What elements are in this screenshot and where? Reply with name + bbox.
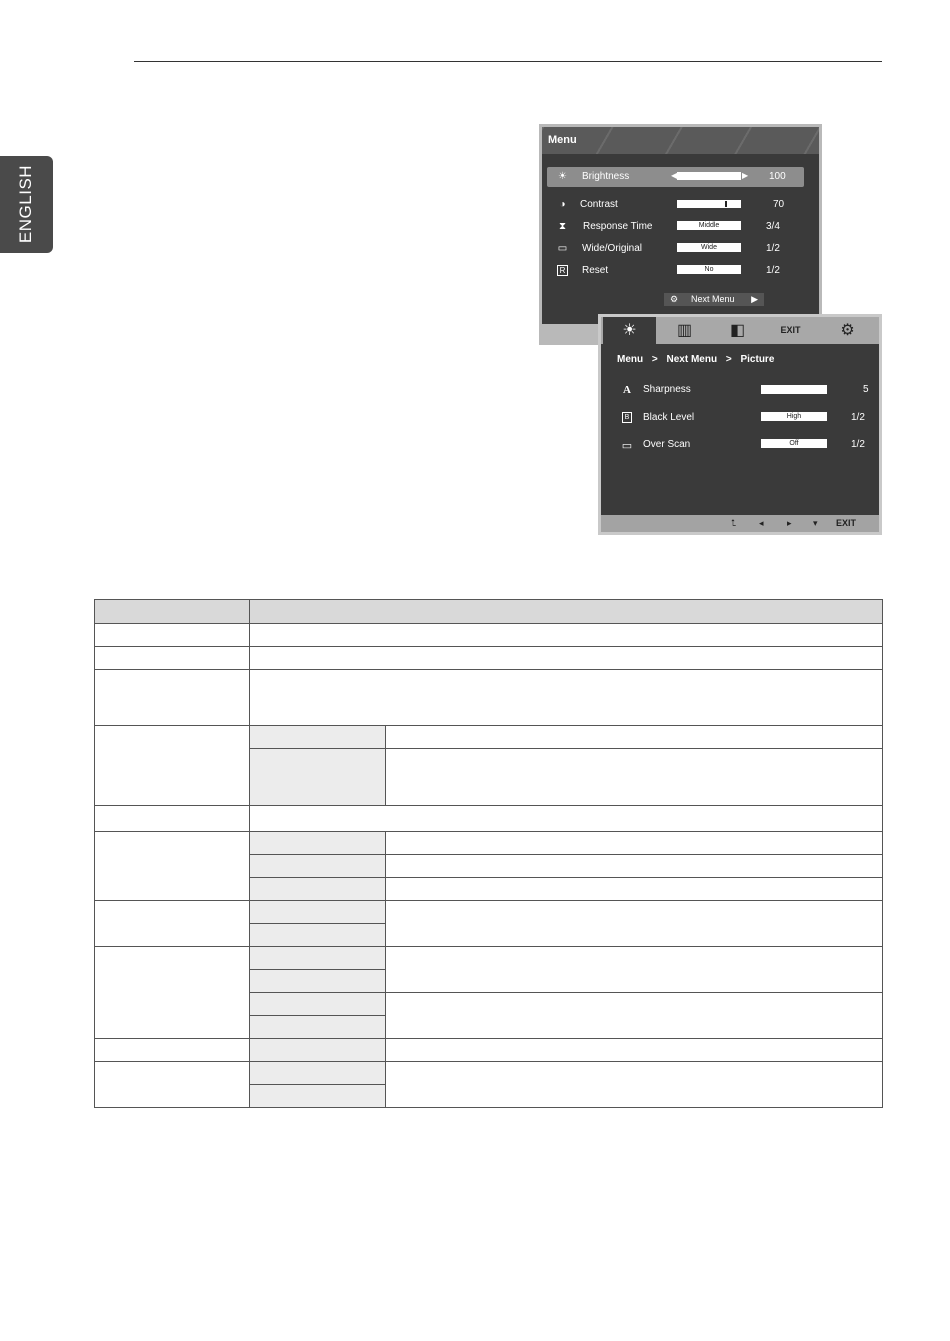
brightness-icon: ☀ (558, 171, 567, 182)
menu-row-value: 1/2 (766, 265, 780, 276)
down-arrow-icon[interactable]: ▾ (813, 518, 818, 528)
menu-row-value: 1/2 (851, 439, 865, 450)
menu-row-response-time[interactable] (547, 217, 804, 237)
settings-tab-icon[interactable]: ⚙ (840, 322, 855, 339)
over-scan-option[interactable]: Off (761, 439, 827, 448)
table-row (95, 1039, 883, 1062)
menu-row-sharpness[interactable] (601, 381, 879, 401)
table-row (95, 947, 883, 970)
breadcrumb-item: Menu (617, 354, 644, 365)
breadcrumb-item: Next Menu (666, 354, 718, 365)
menu-row-value: 1/2 (851, 412, 865, 423)
next-menu-label: Next Menu (691, 294, 735, 304)
menu-row-value: 70 (773, 199, 785, 210)
breadcrumb-current: Picture (740, 354, 775, 365)
table-row (95, 670, 883, 726)
exit-label[interactable]: EXIT (836, 518, 857, 528)
chevron-right-icon: ▶ (742, 171, 749, 180)
reset-icon: R (557, 265, 568, 276)
breadcrumb (617, 354, 780, 365)
contrast-icon: ◑ (559, 199, 566, 210)
table-header-cell (95, 600, 250, 624)
osd-footer (601, 515, 879, 532)
osd-menu-header (542, 127, 819, 154)
language-label: ENGLISH (16, 164, 35, 244)
menu-row-label: Black Level (643, 412, 695, 423)
wide-original-option[interactable]: Wide (677, 243, 741, 252)
arrow-right-icon: ▶ (751, 294, 758, 304)
reset-option[interactable]: No (677, 265, 741, 274)
language-tab (0, 156, 53, 253)
table-header-row (95, 600, 883, 624)
osd-next-menu-body (601, 344, 879, 515)
menu-row-value: 3/4 (766, 221, 780, 232)
black-level-option[interactable]: High (761, 412, 827, 421)
black-level-icon: B (622, 412, 632, 423)
menu-row-value: 5 (863, 384, 869, 395)
breadcrumb-separator: > (651, 354, 658, 365)
osd-tab-bar (601, 317, 879, 344)
menu-row-value: 100 (769, 171, 786, 182)
others-exit-tab-icon[interactable]: EXIT (780, 325, 801, 335)
next-menu-button[interactable] (664, 293, 764, 306)
table-row (95, 647, 883, 670)
picture-tab-icon[interactable]: ☀ (603, 317, 656, 344)
table-row (95, 806, 883, 832)
osd-menu-title: Menu (548, 134, 577, 146)
menu-row-label: Brightness (582, 171, 630, 182)
osd-main-menu (539, 124, 822, 345)
table-header-cell (250, 600, 883, 624)
wide-original-icon: ▭ (557, 243, 568, 254)
table-row (95, 1062, 883, 1085)
menu-row-wide-original[interactable] (547, 239, 804, 259)
menu-row-black-level[interactable] (601, 409, 879, 429)
color-tab-icon[interactable]: ▥ (676, 322, 693, 339)
osd-next-menu (598, 314, 882, 535)
menu-row-label: Contrast (580, 199, 618, 210)
header-rule (134, 61, 882, 62)
table-row (95, 832, 883, 855)
menu-row-contrast[interactable] (547, 195, 804, 215)
menu-row-label: Response Time (583, 221, 653, 232)
breadcrumb-separator: > (725, 354, 732, 365)
sharpness-icon: A (623, 384, 631, 396)
gear-icon: ⚙ (670, 294, 679, 304)
menu-row-brightness[interactable] (547, 167, 804, 187)
table-row (95, 726, 883, 749)
menu-row-label: Reset (582, 265, 609, 276)
contrast-bar[interactable] (677, 200, 741, 208)
menu-row-label: Sharpness (643, 384, 691, 395)
menu-row-reset[interactable] (547, 261, 804, 281)
chevron-left-icon: ◀ (671, 171, 678, 180)
osd-menu-body (542, 154, 819, 324)
menu-button-icon[interactable]: ⮤ (731, 518, 737, 528)
menu-row-label: Over Scan (643, 439, 691, 450)
brightness-slider[interactable] (677, 172, 741, 180)
table-row (95, 624, 883, 647)
response-time-option[interactable]: Middle (677, 221, 741, 230)
settings-table (94, 599, 883, 1108)
menu-row-label: Wide/Original (582, 243, 643, 254)
sharpness-bar[interactable] (761, 385, 827, 394)
display-tab-icon[interactable]: ◧ (729, 322, 746, 339)
right-arrow-icon[interactable]: ▸ (787, 518, 792, 528)
menu-row-value: 1/2 (766, 243, 780, 254)
table-row (95, 901, 883, 924)
over-scan-icon: ▭ (621, 440, 633, 452)
menu-row-over-scan[interactable] (601, 436, 879, 456)
response-time-icon: ⧗ (558, 221, 567, 232)
left-arrow-icon[interactable]: ◂ (759, 518, 764, 528)
